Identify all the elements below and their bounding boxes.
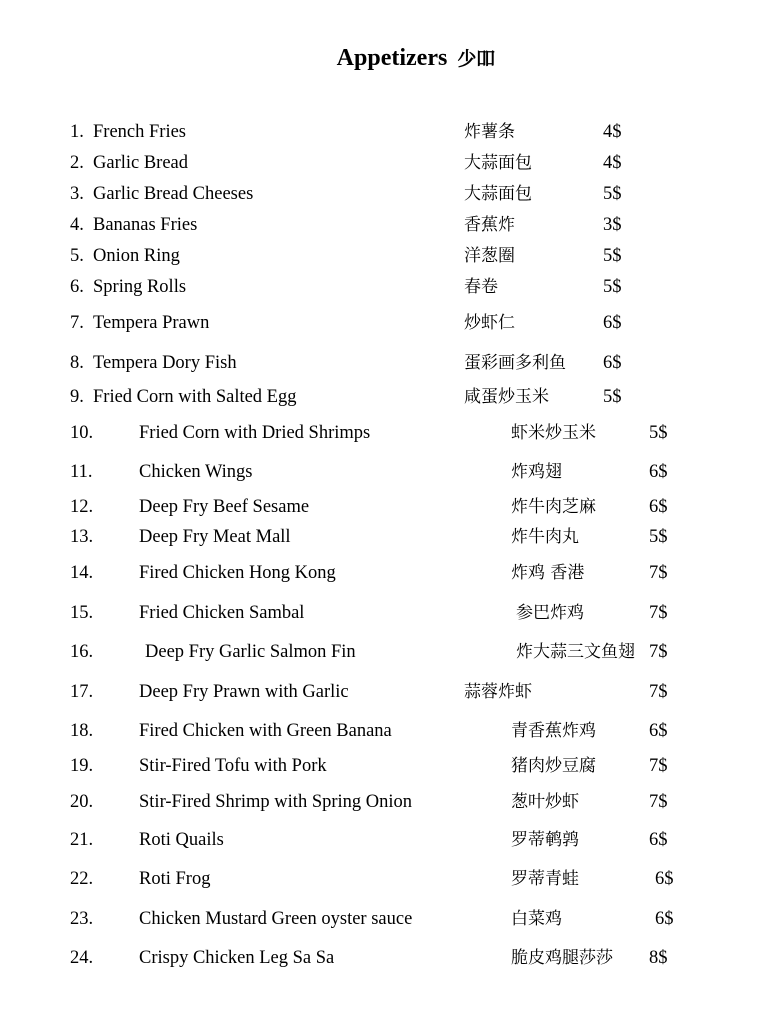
menu-item-number: 23. — [70, 909, 94, 929]
menu-item-price: 6$ — [603, 313, 622, 333]
menu-item — [0, 754, 768, 778]
menu-item-name: French Fries — [93, 122, 186, 142]
menu-item — [0, 421, 768, 445]
menu-item-chinese-name: 大蒜面包 — [464, 153, 532, 173]
menu-item-chinese-name: 罗蒂青蛙 — [511, 869, 579, 889]
menu-item — [0, 680, 768, 704]
menu-item-number: 10. — [70, 423, 94, 443]
menu-item-chinese-name: 猪肉炒豆腐 — [511, 756, 596, 776]
menu-item — [0, 385, 768, 409]
menu-item-price: 6$ — [655, 909, 674, 929]
menu-item-number: 4. — [70, 215, 84, 235]
menu-item-name: Deep Fry Meat Mall — [139, 527, 291, 547]
menu-item-price: 4$ — [603, 153, 622, 173]
menu-item — [0, 120, 768, 144]
menu-item — [0, 182, 768, 206]
menu-item-name: Deep Fry Prawn with Garlic — [139, 682, 349, 702]
menu-item-chinese-name: 炒虾仁 — [464, 313, 515, 333]
menu-item-name: Tempera Dory Fish — [93, 353, 237, 373]
menu-item — [0, 867, 768, 891]
menu-item-number: 13. — [70, 527, 94, 547]
menu-item-price: 5$ — [649, 527, 668, 547]
menu-item-price: 5$ — [603, 246, 622, 266]
menu-item-price: 5$ — [603, 184, 622, 204]
menu-item-number: 19. — [70, 756, 94, 776]
menu-item-name: Tempera Prawn — [93, 313, 210, 333]
menu-item-chinese-name: 蛋彩画多利鱼 — [464, 353, 566, 373]
menu-item-price: 6$ — [649, 497, 668, 517]
menu-item-price: 7$ — [649, 642, 668, 662]
menu-item — [0, 828, 768, 852]
menu-item — [0, 719, 768, 743]
menu-item-chinese-name: 春卷 — [464, 277, 498, 297]
menu-item-chinese-name: 葱叶炒虾 — [511, 792, 579, 812]
menu-item — [0, 946, 768, 970]
menu-item-price: 7$ — [649, 792, 668, 812]
menu-item-name: Deep Fry Garlic Salmon Fin — [145, 642, 356, 662]
menu-item-chinese-name: 洋葱圈 — [464, 246, 515, 266]
menu-item-name: Chicken Wings — [139, 462, 253, 482]
menu-item — [0, 151, 768, 175]
menu-item-number: 14. — [70, 563, 94, 583]
menu-item-price: 6$ — [655, 869, 674, 889]
menu-item-name: Garlic Bread — [93, 153, 189, 173]
menu-item-chinese-name: 罗蒂鹌鹑 — [511, 830, 579, 850]
menu-item-number: 16. — [70, 642, 94, 662]
menu-item-price: 5$ — [603, 387, 622, 407]
menu-item-name: Crispy Chicken Leg Sa Sa — [139, 948, 335, 968]
menu-item-chinese-name: 香蕉炸 — [464, 215, 515, 235]
menu-item-price: 7$ — [649, 563, 668, 583]
menu-item-name: Fired Chicken Hong Kong — [139, 563, 336, 583]
menu-item-name: Roti Frog — [139, 869, 211, 889]
menu-item-chinese-name: 咸蛋炒玉米 — [464, 387, 549, 407]
menu-item-chinese-name: 虾米炒玉米 — [511, 423, 596, 443]
menu-item-price: 5$ — [603, 277, 622, 297]
menu-item-number: 9. — [70, 387, 84, 407]
menu-item-number: 20. — [70, 792, 94, 812]
menu-item-chinese-name: 炸大蒜三文鱼翅 — [516, 642, 635, 662]
menu-item-chinese-name: 炸牛肉芝麻 — [511, 497, 596, 517]
menu-item — [0, 275, 768, 299]
menu-item-number: 1. — [70, 122, 84, 142]
menu-item — [0, 601, 768, 625]
menu-item — [0, 460, 768, 484]
menu-item-number: 21. — [70, 830, 94, 850]
menu-item-chinese-name: 炸鸡翅 — [511, 462, 562, 482]
menu-item-price: 3$ — [603, 215, 622, 235]
menu-item-name: Spring Rolls — [93, 277, 187, 297]
menu-item — [0, 351, 768, 375]
menu-item-name: Roti Quails — [139, 830, 224, 850]
menu-item-price: 6$ — [603, 353, 622, 373]
menu-item — [0, 495, 768, 519]
menu-item-price: 5$ — [649, 423, 668, 443]
menu-item-chinese-name: 大蒜面包 — [464, 184, 532, 204]
menu-item-number: 2. — [70, 153, 84, 173]
menu-item-name: Stir-Fired Tofu with Pork — [139, 756, 327, 776]
menu-title-zh: 少吅 — [457, 48, 496, 70]
menu-item-name: Fired Chicken with Green Banana — [139, 721, 392, 741]
menu-item-name: Chicken Mustard Green oyster sauce — [139, 909, 413, 929]
menu-item — [0, 525, 768, 549]
menu-item-number: 5. — [70, 246, 84, 266]
menu-item-number: 8. — [70, 353, 84, 373]
menu-item-chinese-name: 炸牛肉丸 — [511, 527, 579, 547]
menu-item-price: 7$ — [649, 603, 668, 623]
menu-item-chinese-name: 脆皮鸡腿莎莎 — [511, 948, 613, 968]
menu-item-price: 4$ — [603, 122, 622, 142]
menu-item-name: Bananas Fries — [93, 215, 198, 235]
menu-item-price: 7$ — [649, 682, 668, 702]
menu-item-number: 15. — [70, 603, 94, 623]
menu-item-chinese-name: 青香蕉炸鸡 — [511, 721, 596, 741]
menu-item-name: Fried Corn with Salted Egg — [93, 387, 297, 407]
menu-item-chinese-name: 炸薯条 — [464, 122, 515, 142]
menu-item-number: 22. — [70, 869, 94, 889]
menu-item-name: Garlic Bread Cheeses — [93, 184, 254, 204]
menu-item — [0, 561, 768, 585]
menu-item-number: 7. — [70, 313, 84, 333]
menu-item-number: 11. — [70, 462, 93, 482]
menu-item-chinese-name: 炸鸡 香港 — [511, 563, 585, 583]
menu-item-chinese-name: 蒜蓉炸虾 — [464, 682, 532, 702]
menu-item-price: 6$ — [649, 721, 668, 741]
menu-item-price: 8$ — [649, 948, 668, 968]
menu-title-en: Appetizers — [336, 45, 448, 71]
menu-item — [0, 311, 768, 335]
menu-item-name: Onion Ring — [93, 246, 180, 266]
menu-item-name: Stir-Fired Shrimp with Spring Onion — [139, 792, 413, 812]
menu-item-number: 24. — [70, 948, 94, 968]
menu-item-price: 7$ — [649, 756, 668, 776]
menu-item — [0, 907, 768, 931]
menu-item-number: 12. — [70, 497, 94, 517]
menu-item — [0, 213, 768, 237]
menu-title — [0, 44, 768, 72]
menu-item-price: 6$ — [649, 830, 668, 850]
menu-item-number: 17. — [70, 682, 94, 702]
menu-item-price: 6$ — [649, 462, 668, 482]
menu-item — [0, 244, 768, 268]
menu-item-name: Fried Chicken Sambal — [139, 603, 305, 623]
menu-item-name: Fried Corn with Dried Shrimps — [139, 423, 371, 443]
menu-item-number: 3. — [70, 184, 84, 204]
menu-item-number: 18. — [70, 721, 94, 741]
menu-item-chinese-name: 白菜鸡 — [511, 909, 562, 929]
menu-item-name: Deep Fry Beef Sesame — [139, 497, 310, 517]
menu-item — [0, 640, 768, 664]
menu-item — [0, 790, 768, 814]
menu-item-number: 6. — [70, 277, 84, 297]
menu-item-chinese-name: 参巴炸鸡 — [516, 603, 584, 623]
